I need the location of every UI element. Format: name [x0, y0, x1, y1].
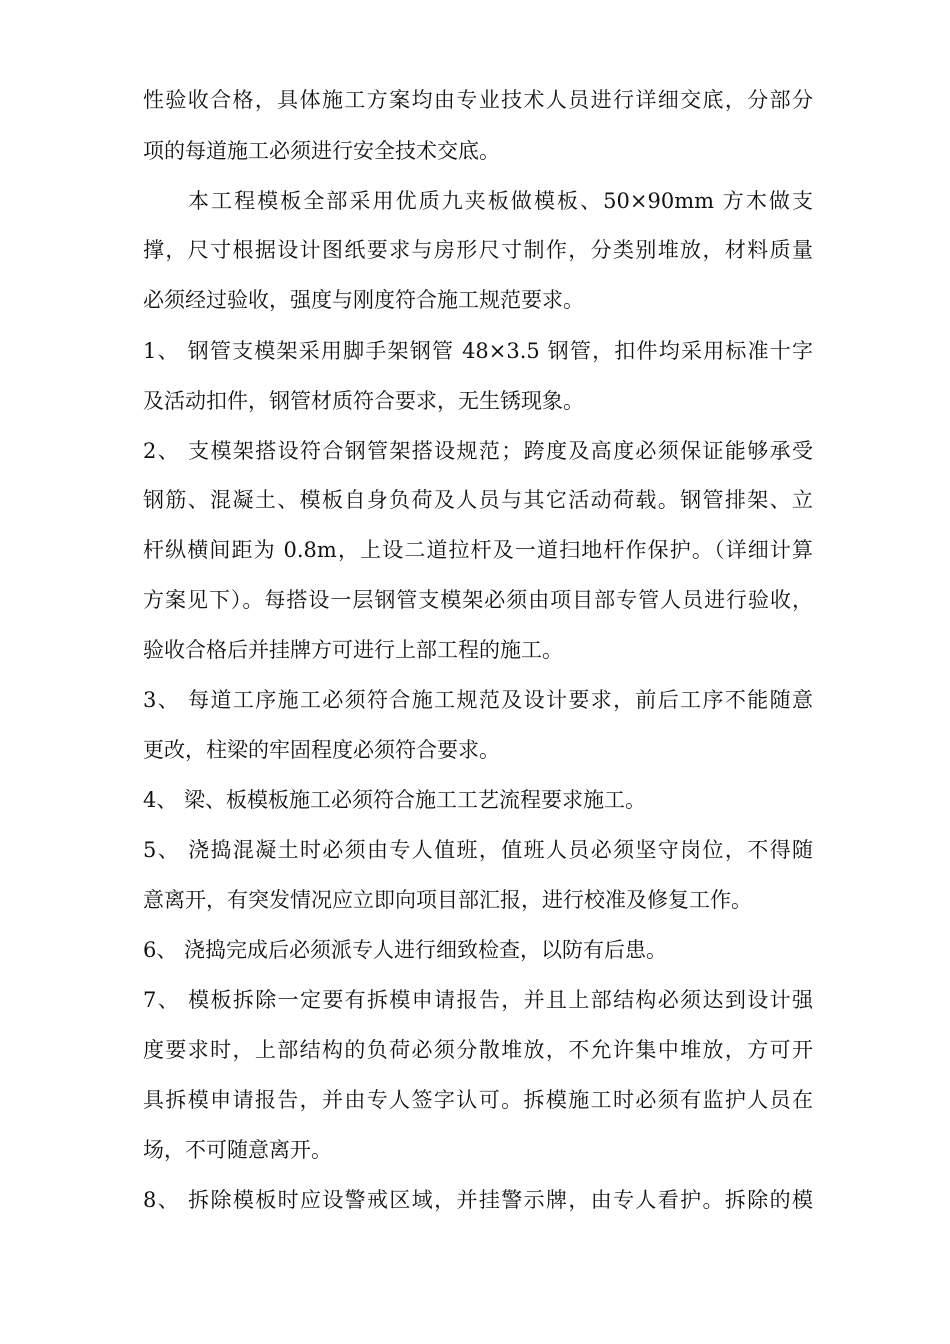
text-line: 具拆模申请报告，并由专人签字认可。拆模施工时必须有监护人员在	[143, 1088, 813, 1112]
text-line: 性验收合格，具体施工方案均由专业技术人员进行详细交底，分部分	[143, 88, 813, 112]
text-line: 撑，尺寸根据设计图纸要求与房形尺寸制作，分类别堆放，材料质量	[143, 238, 813, 262]
text-line: 4、 梁、板模板施工必须符合施工工艺流程要求施工。	[143, 788, 647, 812]
text-line: 本工程模板全部采用优质九夹板做模板、50×90mm 方木做支	[188, 189, 813, 213]
text-line: 2、 支模架搭设符合钢管架搭设规范；跨度及高度必须保证能够承受	[143, 439, 813, 463]
text-line: 5、 浇捣混凝土时必须由专人值班，值班人员必须坚守岗位，不得随	[143, 838, 813, 862]
text-line: 更改，柱梁的牢固程度必须符合要求。	[143, 738, 500, 762]
text-line: 及活动扣件，钢管材质符合要求，无生锈现象。	[143, 389, 584, 413]
text-line: 杆纵横间距为 0.8m，上设二道拉杆及一道扫地杆作保护。（详细计算	[143, 538, 813, 562]
text-line: 场，不可随意离开。	[143, 1138, 332, 1162]
text-line: 1、 钢管支模架采用脚手架钢管 48×3.5 钢管，扣件均采用标准十字	[143, 339, 813, 363]
text-line: 验收合格后并挂牌方可进行上部工程的施工。	[143, 638, 563, 662]
text-line: 方案见下）。每搭设一层钢管支模架必须由项目部专管人员进行验收，	[143, 588, 813, 612]
text-line: 钢筋、混凝土、模板自身负荷及人员与其它活动荷载。钢管排架、立	[143, 488, 813, 512]
text-line: 度要求时，上部结构的负荷必须分散堆放，不允许集中堆放，方可开	[143, 1038, 813, 1062]
text-line: 6、 浇捣完成后必须派专人进行细致检查，以防有后患。	[143, 938, 668, 962]
text-line: 7、 模板拆除一定要有拆模申请报告，并且上部结构必须达到设计强	[143, 988, 813, 1012]
text-line: 3、 每道工序施工必须符合施工规范及设计要求，前后工序不能随意	[143, 688, 813, 712]
text-line: 项的每道施工必须进行安全技术交底。	[143, 139, 500, 163]
text-line: 必须经过验收，强度与刚度符合施工规范要求。	[143, 288, 584, 312]
text-line: 8、 拆除模板时应设警戒区域，并挂警示牌，由专人看护。拆除的模	[143, 1188, 813, 1212]
text-line: 意离开，有突发情况应立即向项目部汇报，进行校准及修复工作。	[143, 888, 752, 912]
